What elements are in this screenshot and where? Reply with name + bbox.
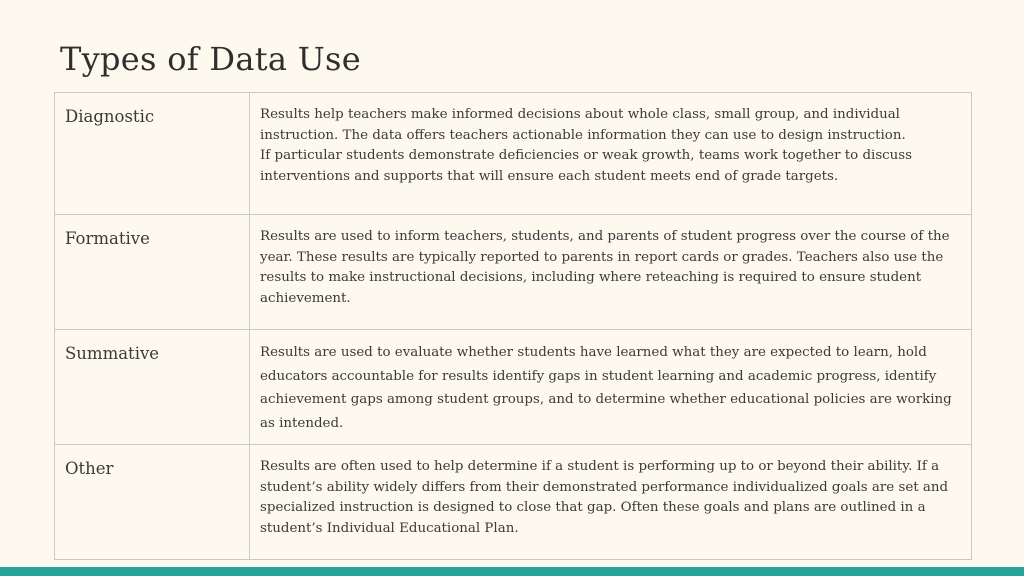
type-label-other: Other (55, 445, 250, 560)
type-label-diagnostic: Diagnostic (55, 93, 250, 215)
description-summative (250, 330, 972, 445)
description-paragraph: If particular students demonstrate deficiencies or weak growth, teams work together to discuss interventions and supports that will ensure each student meets end of grade targets. (260, 148, 913, 184)
table-row (55, 330, 972, 445)
table-row (55, 215, 972, 330)
data-use-table (54, 92, 972, 560)
description-formative (250, 215, 972, 330)
slide-title: Types of Data Use (60, 40, 361, 78)
description-other (250, 445, 972, 560)
description-paragraph: Results help teachers make informed decisions about whole class, small group, and individual instruction. The data offers teachers actionable information they can use to design instruction. (260, 107, 906, 143)
description-paragraph: Results are used to inform teachers, students, and parents of student progress over the course of the year. These results are typically reported to parents in report cards or grades. Teachers also use the results to make instructional decisions, including where reteaching is required to ensure student achievement. (260, 229, 950, 306)
type-label-formative: Formative (55, 215, 250, 330)
type-label-summative: Summative (55, 330, 250, 445)
accent-bar (0, 567, 1024, 576)
description-paragraph: Results are often used to help determine if a student is performing up to or beyond their ability. If a student’s ability widely differs from their demonstrated performance individualized goals are set and specialized instruction is designed to close that gap. Often these goals and plans are outlined in a student’s Individual Educational Plan. (260, 459, 949, 536)
description-paragraph: Results are used to evaluate whether students have learned what they are expected to learn, hold educators accountable for results identify gaps in student learning and academic progress, identify achievement gaps among student groups, and to determine whether educational policies are working as intended. (260, 345, 952, 431)
table-row (55, 93, 972, 215)
description-diagnostic (250, 93, 972, 215)
table-row (55, 445, 972, 560)
